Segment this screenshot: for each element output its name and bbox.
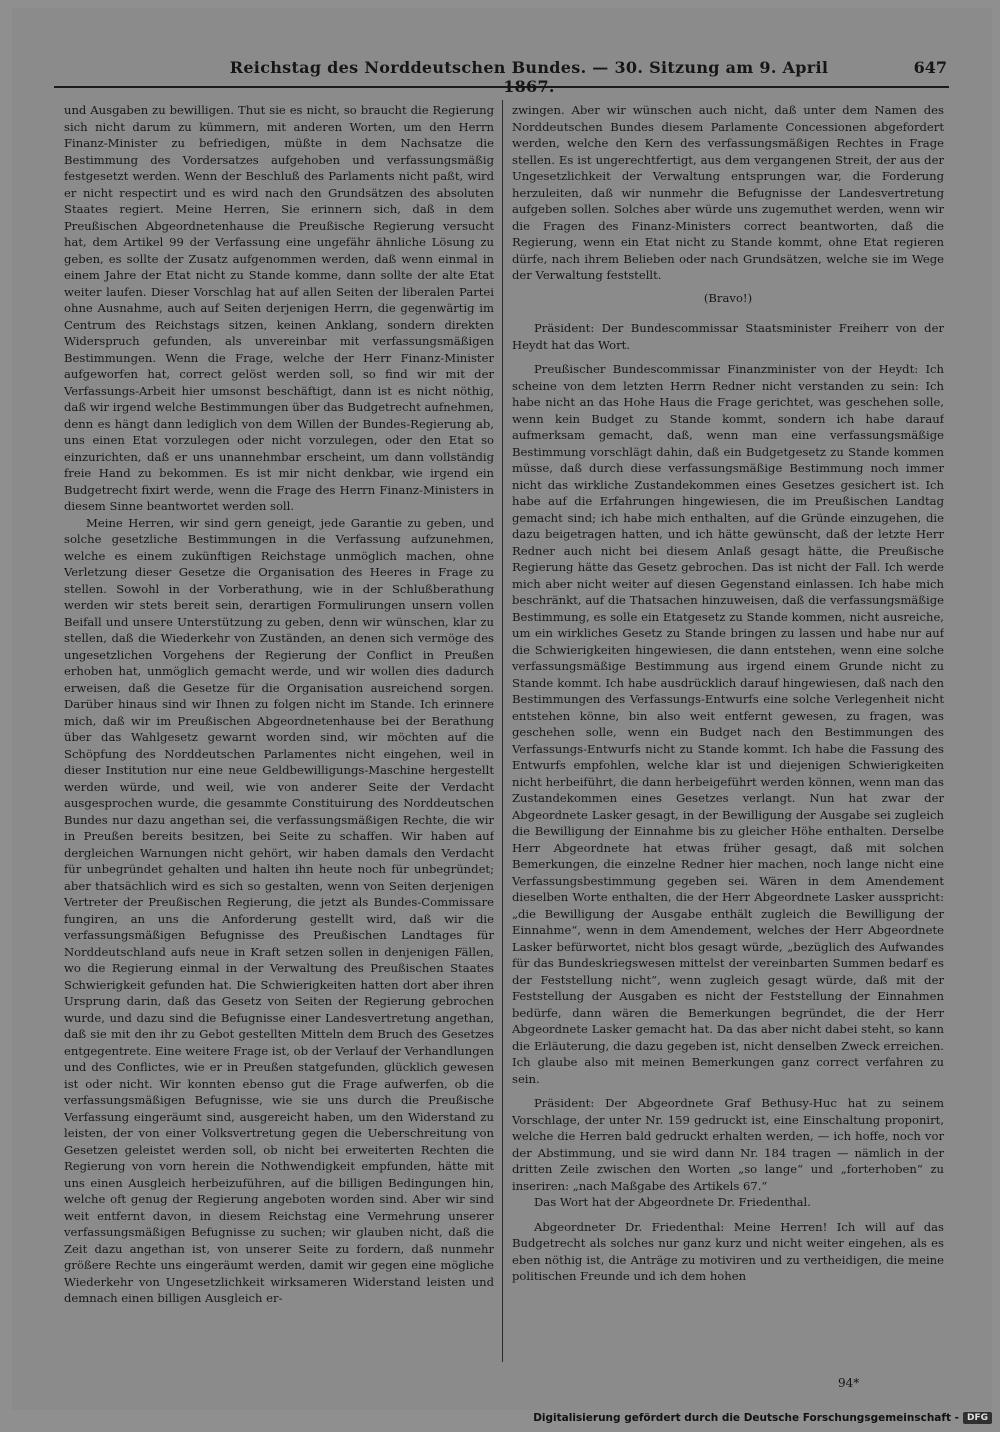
left-paragraph-1: und Ausgaben zu bewilligen. Thut sie es nicht, so braucht die Regierung sich nicht darum zu kümmern, mit anderen Worten, um den Herrn Finanz-Minister zu befriedigen, müßte in dem Nachsatze die Bestimmung des Vordersatzes aufgehoben und verfassungsmäßig festgesetzt werden. Wenn der Beschluß des Parlaments nicht paßt, wird er nicht respectirt und es wird nach den Grundsätzen des absoluten Staates regiert. Meine Herren, Sie erinnern sich, daß in dem Preußischen Abgeordnetenhause die Preußische Regierung versucht hat, dem Artikel 99 der Verfassung eine ungefähr ähnliche Lösung zu geben, es sollte der Zusatz aufgenommen werden, daß wenn einmal in einem Jahre der Etat nicht zu Stande komme, dann sollte der alte Etat weiter laufen. Dieser Vorschlag hat auf allen Seiten der liberalen Partei ohne Ausnahme, auch auf Seiten derjenigen Herrn, die gegenwärtig im Centrum des Reichstags sitzen, keinen Anklang, sondern direkten Widerspruch gefunden, als unvereinbar mit verfassungsmäßigen Bestimmungen. Wenn die Frage, welche der Herr Finanz-Minister aufgeworfen hat, correct gelöst werden soll, so find wir mit der Verfassungs-Arbeit hier umsonst beschäftigt, dann ist es nicht nöthig, daß wir irgend welche Bestimmungen über das Budgetrecht aufnehmen, denn es hängt dann lediglich von dem Willen der Bundes-Regierung ab, uns einen Etat vorzulegen oder nicht vorzulegen, oder den Etat so einzurichten, daß er uns unannehmbar erscheint, um dann vollständig freie Hand zu bekommen. Es ist mir nicht denkbar, wie irgend ein Budgetrecht fixirt werde, wenn die Frage des Herrn Finanz-Ministers in diesem Sinne beantwortet werden soll.	[64, 103, 494, 513]
right-column	[512, 102, 944, 1342]
page-header	[54, 58, 949, 96]
right-paragraph-1: zwingen. Aber wir wünschen auch nicht, daß unter dem Namen des Norddeutschen Bundes diesem Parlamente Concessionen abgefordert werden, welche den Kern des verfassungsmäßigen Rechtes in Frage stellen. Es ist ungerechtfertigt, aus dem vergangenen Streit, der aus der Ungesetzlichkeit der Verwaltung entsprungen war, die Forderung herzuleiten, daß wir nunmehr die Befugnisse der Landesvertretung aufgeben sollen. Solches aber würde uns zugemuthet werden, wenn wir die Fragen des Finanz-Ministers correct beantworten, daß die Regierung, wenn ein Etat nicht zu Stande kommt, ohne Etat regieren dürfe, nach ihrem Belieben oder nach Grundsätzen, welche sie im Wege der Verwaltung feststellt.	[512, 103, 944, 282]
page-number: 647	[913, 58, 947, 77]
spacer	[512, 1211, 944, 1219]
left-column	[64, 102, 494, 1402]
president-statement-2: Präsident: Der Abgeordnete Graf Bethusy-Huc hat zu seinem Vorschlage, der unter Nr. 159 gedruckt ist, eine Einschaltung proponirt, welche die Herren bald gedruckt erhalten werden, — ich hoffe, noch vor der Abstimmung, und sie wird dann Nr. 184 tragen — nämlich in der dritten Zeile zwischen den Worten „so lange“ und „forterhoben“ zu inseriren: „nach Maßgabe des Artikels 67.“	[512, 1096, 944, 1193]
digitization-footer	[533, 1412, 992, 1424]
left-paragraph-2: Meine Herren, wir sind gern geneigt, jede Garantie zu geben, und solche gesetzliche Bestimmungen in die Verfassung aufzunehmen, welche es einem zukünftigen Reichstage unmöglich machen, ohne Verletzung dieser Gesetze die Organisation des Heeres in Frage zu stellen. Sowohl in der Vorberathung, wie in der Schlußberathung werden wir stets bereit sein, derartigen Formulirungen unsern vollen Beifall und unsere Unterstützung zu geben, denn wir wünschen, klar zu stellen, daß die Wiederkehr von Zuständen, an denen sich vermöge des ungesetzlichen Vorgehens der Regierung der Conflict in Preußen erhoben hat, unmöglich gemacht werde, und wir wollen dies dadurch erweisen, daß die Gesetze für die Organisation ausreichend sorgen. Darüber hinaus sind wir Ihnen zu folgen nicht im Stande. Ich erinnere mich, daß wir im Preußischen Abgeordnetenhause bei der Berathung über das Wahlgesetz gewarnt worden sind, wir möchten auf die Schöpfung des Norddeutschen Parlamentes nicht eingehen, weil in dieser Institution nur eine neue Geldbewilligungs-Maschine hergestellt werden würde, und weil, wie von anderer Seite der Verdacht ausgesprochen wurde, die gesammte Constituirung des Norddeutschen Bundes nur dazu angethan sei, die verfassungsmäßigen Rechte, die wir in Preußen bereits besitzen, bei Seite zu schaffen. Wir haben auf dergleichen Warnungen nicht gehört, wir haben damals den Verdacht für unbegründet gehalten und halten ihn heute noch für unbegründet; aber thatsächlich wird es sich so gestalten, wenn von Seiten derjenigen Vertreter der Preußischen Regierung, die jetzt als Bundes-Commissare fungiren, an uns die Anforderung gestellt wird, daß wir die verfassungsmäßigen Befugnisse des Preußischen Landtages für Norddeutschland aufs neue in Kraft setzen sollen in denjenigen Fällen, wo die Regierung einmal in der Verwaltung des Preußischen Staates Schwierigkeit gefunden hat. Die Schwierigkeiten hatten dort aber ihren Ursprung darin, daß das Gesetz von Seiten der Regierung gebrochen wurde, und dazu sind die Befugnisse einer Landesvertretung angethan, daß sie mit den ihr zu Gebot gestellten Mitteln dem Bruch des Gesetzes entgegentrete. Eine weitere Frage ist, ob der Verlauf der Verhandlungen und des Conflictes, wie er in Preußen statgefunden, glücklich gewesen ist oder nicht. Wir konnten ebenso gut die Frage aufwerfen, ob die verfassungsmäßigen Befugnisse, wie sie uns durch die Preußische Verfassung eingeräumt sind, ausgereicht haben, um den Widerstand zu leisten, der von einer Volksvertretung gegen die Ueberschreitung von Gesetzen geleistet werden soll, ob nicht bei erweiterten Rechten die Regierung von vorn herein die Nothwendigkeit empfunden, hätte mit uns einen Ausgleich herbeizuführen, auf die billigen Bedingungen hin, welche oft genug der Regierung angeboten worden sind. Aber wir sind weit entfernt davon, in diesem Reichstag eine Vermehrung unserer verfassungsmäßigen Befugnisse zu suchen; wir glauben nicht, daß die Zeit dazu angethan ist, von unserer Seite zu fordern, daß nunmehr größere Rechte uns eingeräumt werden, damit wir gegen eine mögliche Wiederkehr von Ungesetzlichkeit wirksameren Widerstand leisten und demnach einen billigen Ausgleich er-	[64, 515, 494, 1305]
signature-marker: 94*	[838, 1376, 860, 1390]
newspaper-page	[12, 8, 992, 1410]
spacer	[512, 1087, 944, 1095]
spacer	[512, 353, 944, 361]
dfg-logo-icon: DFG	[963, 1412, 992, 1424]
applause-note: (Bravo!)	[703, 290, 753, 305]
header-title: Reichstag des Norddeutschen Bundes. — 30. Sitzung am 9. April 1867.	[229, 58, 829, 96]
footer-text: Digitalisierung gefördert durch die Deutsche Forschungsgemeinschaft -	[533, 1412, 959, 1424]
president-statement-1: Präsident: Der Bundescommissar Staatsminister Freiherr von der Heydt hat das Wort.	[512, 321, 944, 352]
friedenthal-speech: Abgeordneter Dr. Friedenthal: Meine Herren! Ich will auf das Budgetrecht als solches nur ganz kurz und nicht weiter eingehen, als es eben nöthig ist, die Anträge zu motiviren und zu vertheidigen, die meine politischen Freunde und ich dem hohen	[512, 1219, 944, 1283]
spacer	[512, 312, 944, 320]
floor-given: Das Wort hat der Abgeordnete Dr. Friedenthal.	[534, 1195, 811, 1209]
heydt-speech: Preußischer Bundescommissar Finanzminister von der Heydt: Ich scheine von dem letzten Herrn Redner nicht verstanden zu sein: Ich habe nicht an das Hohe Haus die Frage gerichtet, was geschehen solle, wenn kein Budget zu Stande kommt, sondern ich habe darauf aufmerksam gemacht, daß, wenn man eine verfassungsmäßige Bestimmung vorschlägt dahin, daß ein Budgetgesetz zu Stande kommen müsse, daß durch diese verfassungsmäßige Bestimmung noch immer nicht das wirkliche Zustandekommen eines Gesetzes gesichert ist. Ich habe auf die Erfahrungen hingewiesen, die im Preußischen Landtag gemacht sind; ich habe mich enthalten, auf die Gründe einzugehen, die dazu beigetragen hatten, und ich hätte gewünscht, daß der letzte Herr Redner auch nicht bei diesem Anlaß gesagt hätte, die Preußische Regierung hätte das Gesetz gebrochen. Das ist nicht der Fall. Ich werde mich aber nicht weiter auf diesen Gegenstand einlassen. Ich habe mich beschränkt, auf die Thatsachen hinzuweisen, daß die verfassungsmäßige Bestimmung, es solle ein Etatgesetz zu Stande kommen, nicht ausreiche, um ein wirkliches Gesetz zu Stande bringen zu lassen und habe nur auf die Schwierigkeiten hingewiesen, die dann entstehen, wenn eine solche verfassungsmäßige Bestimmung aus irgend einem Grunde nicht zu Stande kommt. Ich habe ausdrücklich darauf hingewiesen, daß nach den Bestimmungen des Verfassungs-Entwurfs eine solche Verlegenheit nicht entstehen könne, bin also weit entfernt gewesen, zu fragen, was geschehen solle, wenn ein Budget nach den Bestimmungen des Verfassungs-Entwurfs nicht zu Stande kommt. Ich habe die Fassung des Entwurfs empfohlen, welche klar ist und diejenigen Schwierigkeiten nicht herbeiführt, die dann herbeigeführt werden können, wenn man das Zustandekommen eines Gesetzes verlangt. Nun hat zwar der Abgeordnete Lasker gesagt, in der Bewilligung der Ausgabe sei zugleich die Bewilligung der Einnahme bis zu gleicher Höhe enthalten. Derselbe Herr Abgeordnete hat etwas früher gesagt, daß mit solchen Bemerkungen, die einzelne Redner hier machen, noch lange nicht eine Verfassungsbestimmung gegeben sei. Wären in dem Amendement dieselben Worte enthalten, die der Herr Abgeordnete Lasker ausspricht: „die Bewilligung der Ausgabe enthält zugleich die Bewilligung der Einnahme“, wenn in dem Amendement, welches der Herr Abgeordnete Lasker befürwortet, nicht blos gesagt würde, „bezüglich des Aufwandes für das Bundeskriegswesen mittelst der vereinbarten Summen bedarf es der Feststellung nicht“, wenn zugleich gesagt würde, daß mit der Feststellung der Ausgaben es nicht der Feststellung der Einnahmen bedürfe, dann wären die Bemerkungen begründet, die der Herr Abgeordnete Lasker gemacht hat. Da das aber nicht dabei steht, so kann die Erläuterung, die dazu gegeben ist, nicht denselben Zweck erreichen. Ich glaube also mit meinen Bemerkungen ganz correct verfahren zu sein.	[512, 362, 944, 1086]
column-divider	[502, 100, 503, 1362]
